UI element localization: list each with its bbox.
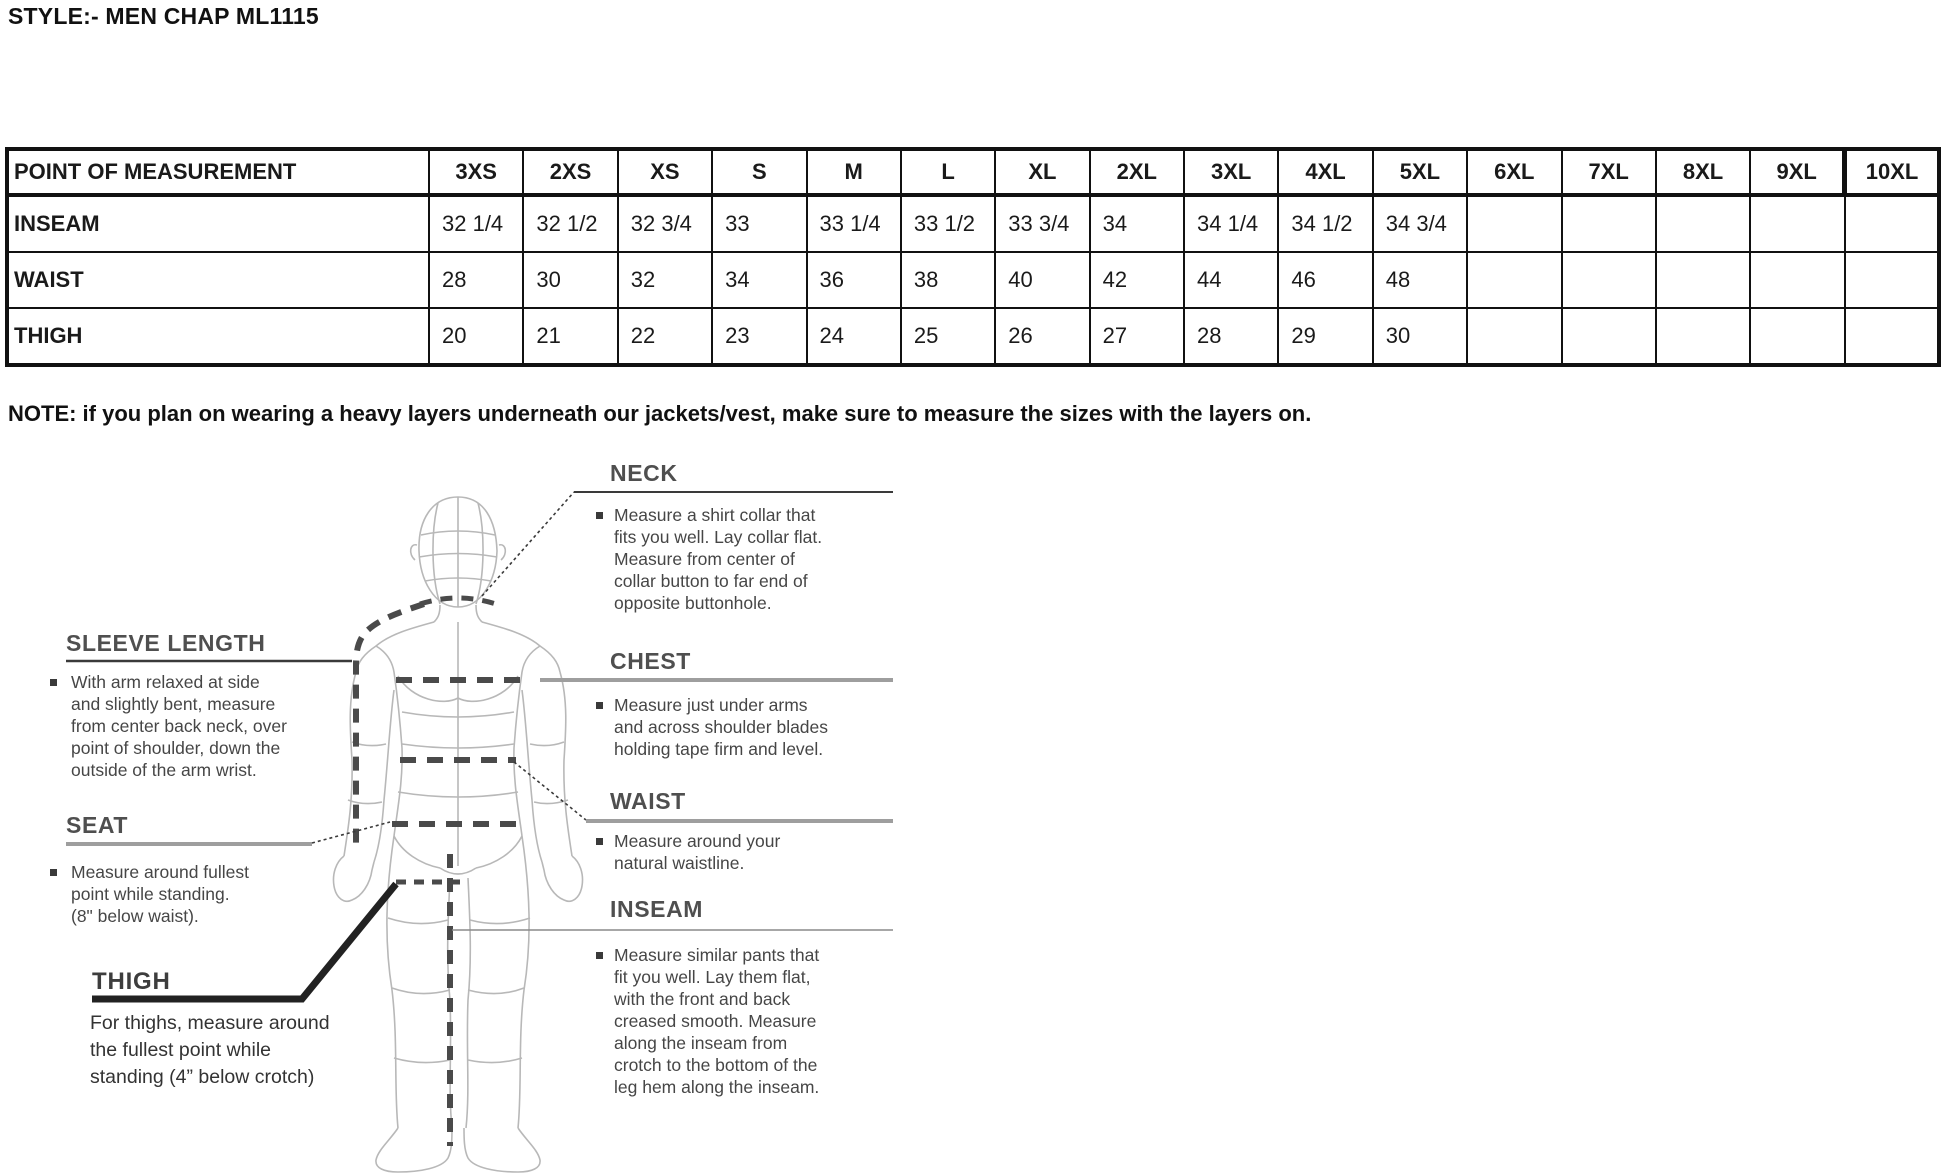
waist-callout-line: [514, 762, 586, 820]
row-label-cell: WAIST: [7, 252, 429, 308]
header-cell: 3XS: [429, 149, 523, 195]
value-cell: 32 3/4: [618, 195, 712, 252]
value-cell: [1750, 252, 1844, 308]
sleeve-dash-line: [356, 604, 424, 844]
value-cell: 40: [995, 252, 1089, 308]
bullet-square-icon: [596, 512, 603, 519]
value-cell: 29: [1278, 308, 1372, 365]
value-cell: 30: [1373, 308, 1467, 365]
seat-instructions: Measure around fullest point while standing. (8" below waist).: [71, 862, 250, 926]
header-cell: XS: [618, 149, 712, 195]
value-cell: [1750, 195, 1844, 252]
chest-instructions: Measure just under arms and across shoulder blades holding tape firm and level.: [614, 695, 829, 759]
value-cell: [1656, 308, 1750, 365]
value-cell: 28: [1184, 308, 1278, 365]
table-row: [7, 252, 1939, 308]
seat-heading: SEAT: [66, 812, 129, 838]
bullet-square-icon: [596, 952, 603, 959]
header-cell: 6XL: [1467, 149, 1561, 195]
bullet-square-icon: [50, 869, 57, 876]
value-cell: [1656, 195, 1750, 252]
value-cell: 20: [429, 308, 523, 365]
value-cell: 32 1/4: [429, 195, 523, 252]
mannequin-wireframe: [333, 497, 582, 1172]
value-cell: 21: [523, 308, 617, 365]
row-label-cell: INSEAM: [7, 195, 429, 252]
seat-callout-line: [312, 822, 390, 843]
bullet-square-icon: [596, 702, 603, 709]
header-cell: XL: [995, 149, 1089, 195]
thigh-instructions: For thighs, measure around the fullest point while standing (4” below crotch): [90, 1012, 330, 1088]
document-title: STYLE:- MEN CHAP ML1115: [8, 3, 319, 29]
sleeve-length-heading: SLEEVE LENGTH: [66, 630, 266, 656]
value-cell: 44: [1184, 252, 1278, 308]
value-cell: [1845, 252, 1939, 308]
header-cell: 2XL: [1090, 149, 1184, 195]
value-cell: 36: [807, 252, 901, 308]
header-cell: 5XL: [1373, 149, 1467, 195]
inseam-heading: INSEAM: [610, 896, 704, 922]
value-cell: [1467, 308, 1561, 365]
value-cell: 48: [1373, 252, 1467, 308]
sleeve-length-instructions: With arm relaxed at side and slightly bent, measure from center back neck, over point of shoulder, down the outside of the arm wrist.: [71, 672, 287, 780]
value-cell: 34 3/4: [1373, 195, 1467, 252]
value-cell: 33 1/2: [901, 195, 995, 252]
value-cell: [1656, 252, 1750, 308]
value-cell: [1562, 308, 1656, 365]
value-cell: [1750, 308, 1844, 365]
chest-heading: CHEST: [610, 648, 691, 674]
value-cell: 34 1/2: [1278, 195, 1372, 252]
row-label-cell: THIGH: [7, 308, 429, 365]
value-cell: 22: [618, 308, 712, 365]
table-row: [7, 195, 1939, 252]
header-cell: S: [712, 149, 806, 195]
value-cell: [1845, 195, 1939, 252]
neck-dash-line: [420, 598, 496, 604]
size-table: [5, 147, 1941, 367]
header-cell: 4XL: [1278, 149, 1372, 195]
value-cell: 23: [712, 308, 806, 365]
inseam-instructions: Measure similar pants that fit you well. Lay them flat, with the front and back creased smooth. Measure along the inseam from crotch to the bottom of the leg hem along the inseam.: [614, 945, 820, 1097]
value-cell: 24: [807, 308, 901, 365]
value-cell: 34: [1090, 195, 1184, 252]
value-cell: 46: [1278, 252, 1372, 308]
header-cell: 7XL: [1562, 149, 1656, 195]
value-cell: 26: [995, 308, 1089, 365]
header-cell: 8XL: [1656, 149, 1750, 195]
value-cell: 42: [1090, 252, 1184, 308]
value-cell: 32 1/2: [523, 195, 617, 252]
value-cell: [1467, 195, 1561, 252]
value-cell: 34: [712, 252, 806, 308]
header-cell: 2XS: [523, 149, 617, 195]
header-cell: M: [807, 149, 901, 195]
value-cell: 32: [618, 252, 712, 308]
neck-instructions: Measure a shirt collar that fits you well. Lay collar flat. Measure from center of collar button to far end of opposite buttonhole.: [614, 505, 823, 613]
value-cell: [1562, 252, 1656, 308]
value-cell: [1845, 308, 1939, 365]
value-cell: 33 3/4: [995, 195, 1089, 252]
thigh-heading: THIGH: [92, 968, 171, 995]
value-cell: 33 1/4: [807, 195, 901, 252]
waist-instructions: Measure around your natural waistline.: [614, 831, 781, 873]
table-row: [7, 308, 1939, 365]
note-text: NOTE: if you plan on wearing a heavy layers underneath our jackets/vest, make sure to measure the sizes with the layers on.: [8, 401, 1312, 426]
value-cell: 28: [429, 252, 523, 308]
value-cell: [1562, 195, 1656, 252]
value-cell: [1467, 252, 1561, 308]
neck-callout-line: [482, 492, 574, 596]
value-cell: 34 1/4: [1184, 195, 1278, 252]
value-cell: 25: [901, 308, 995, 365]
neck-heading: NECK: [610, 460, 678, 486]
header-cell: POINT OF MEASUREMENT: [7, 149, 429, 195]
header-cell: 3XL: [1184, 149, 1278, 195]
table-header-row: [7, 149, 1939, 195]
bullet-square-icon: [596, 838, 603, 845]
header-cell: 9XL: [1750, 149, 1844, 195]
waist-heading: WAIST: [610, 788, 686, 814]
value-cell: 33: [712, 195, 806, 252]
value-cell: 30: [523, 252, 617, 308]
header-cell: L: [901, 149, 995, 195]
bullet-square-icon: [50, 679, 57, 686]
value-cell: 38: [901, 252, 995, 308]
header-cell: 10XL: [1845, 149, 1939, 195]
value-cell: 27: [1090, 308, 1184, 365]
